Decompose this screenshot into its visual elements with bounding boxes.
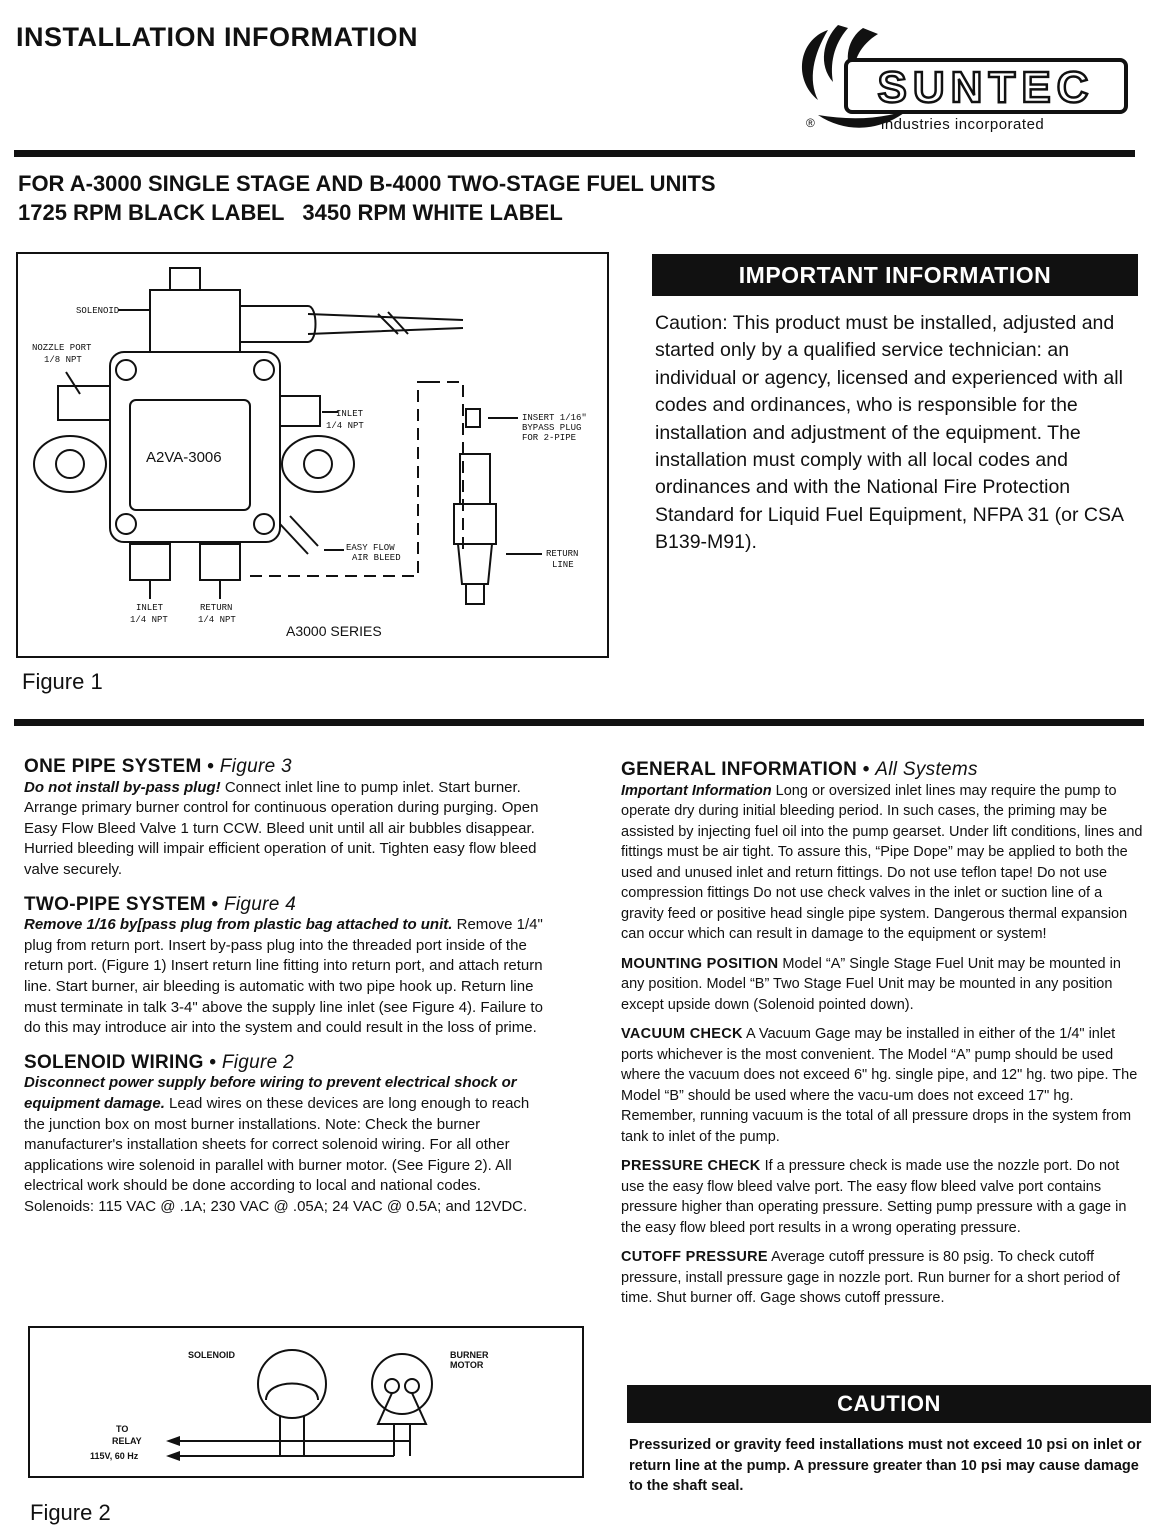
label-model: A2VA-3006 [146,449,222,466]
label-for-2pipe: FOR 2-PIPE [522,433,577,443]
two-pipe-title: TWO-PIPE SYSTEM [24,893,206,915]
caution-banner: CAUTION [627,1385,1151,1423]
vacuum-lead: VACUUM CHECK [621,1026,743,1042]
one-pipe-body: Connect inlet line to pump inlet. Start burner. Arrange primary burner control for continuous operation during purging. Open Easy Flow Bleed Valve 1 turn CCW. Bleed unit until all air bubbles disappear. Hurried bleeding will impair efficient operation of unit. Tighten easy flow bleed valve securely. [24,778,539,878]
general-lead: Important Information [621,782,772,799]
one-pipe-lead: Do not install by-pass plug! [24,778,221,796]
page-title: INSTALLATION INFORMATION [16,22,418,52]
label-bypass-plug: BYPASS PLUG [522,423,582,433]
vacuum-body: A Vacuum Gage may be installed in either of the 1/4" inlet ports whichever is the most convenient. The Model “A” pump should be used where the vacuum does not exceed 6" hg. single pipe, and 12" hg. two pipe. The Model “B” should be used where the vacu-um does not exceed 17" hg. Remember, running vacuum is the total of all pressure drops in the system from tank to inlet of the pump. [621,1026,1138,1145]
solenoid-body: Lead wires on these devices are long enough to reach the junction box on most burner installations. Note: Check the burner manufacturer's installation sheets for correct solenoid wiring. For all other applications wire solenoid in parallel with burner motor. (See Figure 2). All electrical work should be done according to local and national codes. Solenoids: 115 VAC @ .1A; 230 VAC @ .05A; 24 VAC @ 0.5A; and 12VDC. [24,1094,530,1215]
figure2-caption: Figure 2 [30,1500,111,1525]
fig2-motor-label: MOTOR [450,1360,484,1370]
label-inlet-bottom-npt: 1/4 NPT [130,615,168,625]
two-pipe-ref: Figure 4 [223,893,297,915]
label-series: A3000 SERIES [286,623,382,639]
label-return-bottom: RETURN [200,603,233,613]
fig2-supply-label: 115V, 60 Hz [90,1451,139,1461]
general-heading: GENERAL INFORMATION • All Systems [621,759,978,780]
solenoid-paragraph [24,1073,554,1217]
right-column [621,760,1146,1318]
pressure-body: If a pressure check is made use the nozzle port. Do not use the easy flow bleed valve port. The easy flow bleed valve port contains pressure higher than operating pressure. Setting pump pressure with a gage in the easy flow bleed port results in a wrong operating pressure. [621,1158,1127,1236]
label-air-bleed: AIR BLEED [352,553,401,563]
suntec-logo [788,20,1138,138]
label-inlet-bottom: INLET [136,603,164,613]
logo-text: SUNTEC [877,63,1095,112]
general-body: Long or oversized inlet lines may require the pump to operate dry during initial bleeding period. In such cases, the priming may be assisted by injecting fuel oil into the pump gearset. Under lift conditions, lines and fittings must be air tight. To assure this, “Pipe Dope” may be applied to both the used and unused inlet and return fittings. Do not use teflon tape! Do not use compression fittings Do not use check valves in the inlet or suction line of a gravity feed or positive head single pipe system. Dangerous thermal expansion can occur which can result in damage to the equipment or system! [621,782,1143,942]
one-pipe-ref: Figure 3 [219,756,292,777]
label-solenoid: SOLENOID [76,306,120,316]
figure1-diagram [16,252,609,658]
solenoid-title: SOLENOID WIRING [24,1051,204,1073]
two-pipe-body: Remove 1/4" plug from return port. Insert by-pass plug into the threaded port inside of the return port. (Figure 1) Insert return line fitting into return port, and attach return line. Start burner, air bleeding is automatic with two pipe hook up. Return line must terminate in talk 3-4" above the supply line inlet (see Figure 4). Failure to do this may introduce air into the system and could result in the loss of prime. [24,916,543,1037]
registered-mark: ® [806,116,815,130]
subtitle-line1: FOR A-3000 SINGLE STAGE AND B-4000 TWO-STAGE FUEL UNITS [18,171,716,196]
caution-text: Pressurized or gravity feed installations must not exceed 10 psi on inlet or return line at the pump. A pressure greater than 10 psi may cause damage to the shaft seal. [629,1437,1142,1494]
two-pipe-heading: TWO-PIPE SYSTEM • Figure 4 [24,893,297,915]
vacuum-paragraph [621,1024,1146,1147]
logo-subtext: industries incorporated [881,116,1045,133]
pressure-paragraph [621,1156,1146,1238]
label-nozzle-npt: 1/8 NPT [44,355,82,365]
header-rule [14,150,1135,157]
wiring-diagram [30,1328,582,1476]
solenoid-ref: Figure 2 [221,1051,294,1073]
left-column [24,757,554,1226]
mounting-body: Model “A” Single Stage Fuel Unit may be mounted in any position. Model “B” Two Stage Fuel Unit may be mounted in any position except upside down (Solenoid pointed down). [621,955,1121,1013]
fig2-to-label: TO [116,1424,129,1434]
one-pipe-heading: ONE PIPE SYSTEM • Figure 3 [24,756,292,777]
label-nozzle-port: NOZZLE PORT [32,343,92,353]
cutoff-body: Average cutoff pressure is 80 psig. To check cutoff pressure, install pressure gage in nozzle port. Run burner for a short period of time. Shut burner off. Gage shows cutoff pressure. [621,1249,1120,1306]
fig2-relay-label: RELAY [112,1436,142,1446]
solenoid-lead: Disconnect power supply before wiring to prevent electrical shock or equipment damage. [24,1074,517,1112]
subtitle-line2: 1725 RPM BLACK LABEL 3450 RPM WHITE LABEL [18,200,563,225]
solenoid-heading: SOLENOID WIRING • Figure 2 [24,1051,294,1073]
label-inlet-side: INLET [336,409,364,419]
fig2-solenoid-label: SOLENOID [188,1350,236,1360]
mounting-paragraph [621,954,1146,1016]
one-pipe-title: ONE PIPE SYSTEM [24,756,202,777]
cutoff-lead: CUTOFF PRESSURE [621,1249,768,1265]
pressure-lead: PRESSURE CHECK [621,1158,761,1174]
label-return-line-2: LINE [552,560,574,570]
cutoff-paragraph [621,1247,1146,1309]
one-pipe-paragraph [24,778,554,881]
pump-diagram [18,254,607,656]
label-easy-flow: EASY FLOW [346,543,395,553]
important-banner: IMPORTANT INFORMATION [652,254,1138,296]
important-text: Caution: This product must be installed, adjusted and started only by a qualified service technician: an individual or agency, licensed and experienced with all codes and ordinances, who is responsible for the installation and adjustment of the equipment. The installation must comply with all local codes and ordinances and with the National Fire Protection Standard for Liquid Fuel Equipment, NFPA 31 (or CSA B139-M91). [655,312,1123,554]
mounting-lead: MOUNTING POSITION [621,955,779,972]
label-return-bottom-npt: 1/4 NPT [198,615,236,625]
fig2-burner-label: BURNER [450,1350,489,1360]
general-paragraph [621,781,1146,945]
two-pipe-paragraph [24,915,554,1039]
general-ref: All Systems [875,759,978,780]
two-pipe-lead: Remove 1/16 by[pass plug from plastic bag attached to unit. [24,916,453,934]
mid-rule [14,719,1144,726]
figure2-diagram [28,1326,584,1478]
label-inlet-side-npt: 1/4 NPT [326,421,364,431]
label-return-line: RETURN [546,549,579,559]
figure1-caption: Figure 1 [22,669,103,694]
label-insert: INSERT 1/16" [522,413,587,423]
general-title: GENERAL INFORMATION [621,759,858,780]
